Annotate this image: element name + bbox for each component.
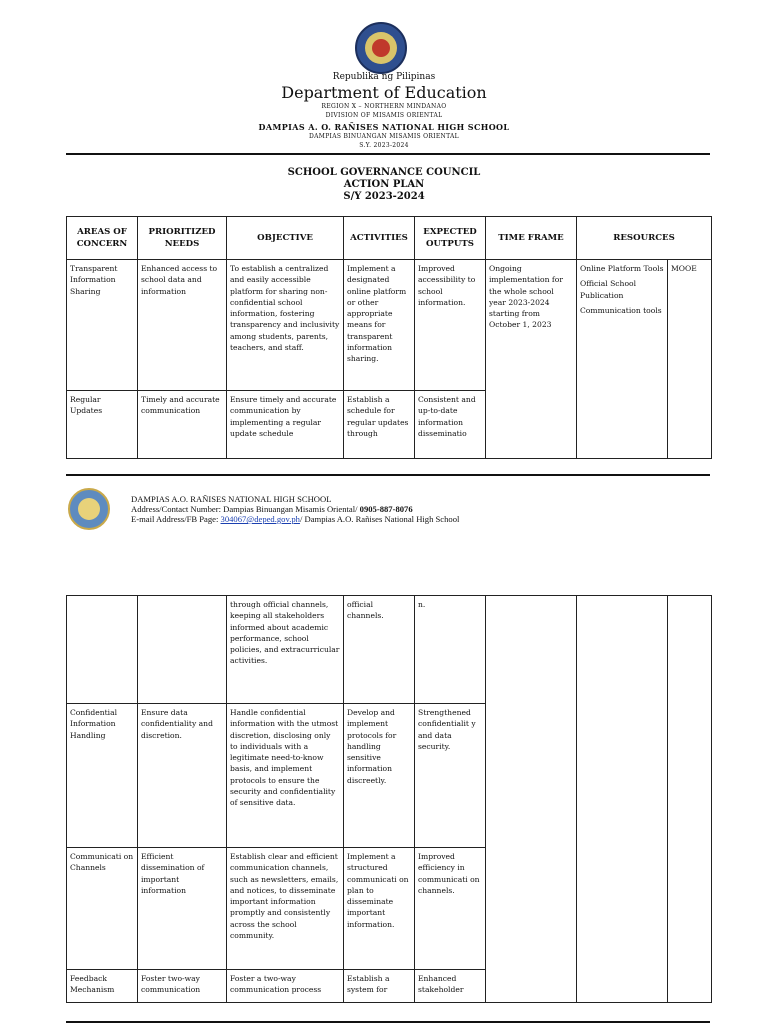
page-footer-divider (66, 474, 710, 476)
resource-item: Communication tools (580, 305, 662, 315)
region-label: REGION X – NORTHERN MINDANAO (321, 103, 447, 110)
cell-area: Confidential Information Handling (67, 704, 138, 848)
cell-objective: Foster a two-way communication process (227, 970, 344, 1003)
resource-item: Online Platform Tools (580, 264, 664, 273)
cell-area: Transparent Information Sharing (67, 260, 138, 391)
cell-objective: Establish clear and efficient communication channels, such as newsletters, emails, and notices, to disseminate important information promptly and consistently across the school community. (227, 848, 344, 970)
cell-activities: Establish a schedule for regular updates through (344, 391, 415, 459)
cell-outputs: Strengthened confidentialit y and data security. (415, 704, 486, 848)
cell-area: Regular Updates (67, 391, 138, 459)
cell-outputs: Improved accessibility to school information. (415, 260, 486, 391)
cell-needs: Timely and accurate communication (138, 391, 227, 459)
doc-title-line2: ACTION PLAN (343, 179, 425, 190)
action-plan-table-page1 (66, 216, 712, 459)
cell-objective: through official channels, keeping all stakeholders informed about academic performance, school policies, and extracurricular activities. (227, 596, 344, 704)
header-objective: OBJECTIVE (227, 217, 344, 260)
cell-activities: official channels. (344, 596, 415, 704)
table-row (67, 596, 712, 704)
republic-label: Republika ng Pilipinas (332, 72, 436, 82)
division-label: DIVISION OF MISAMIS ORIENTAL (325, 112, 443, 119)
cell-needs: Foster two-way communication (138, 970, 227, 1003)
doc-title-line1: SCHOOL GOVERNANCE COUNCIL (287, 167, 481, 178)
cell-timeframe: Ongoing implementation for the whole school year 2023-2024 starting from October 1, 2023 (486, 260, 577, 459)
doc-title-line3: S/Y 2023-2024 (343, 191, 425, 202)
table-row (67, 260, 712, 391)
footer-address-label: Address/Contact Number: Dampias Binuangan Misamis Oriental/ (131, 504, 360, 514)
deped-seal-logo (355, 22, 407, 74)
cell-objective: Ensure timely and accurate communication by implementing a regular update schedule (227, 391, 344, 459)
header-divider (66, 153, 710, 155)
cell-area: Communicati on Channels (67, 848, 138, 970)
cell-activities: Implement a designated online platform or other appropriate means for transparent information sharing. (344, 260, 415, 391)
cell-outputs: n. (415, 596, 486, 704)
footer-email-line (131, 514, 459, 524)
header-resources: RESOURCES (577, 217, 712, 260)
cell-outputs: Consistent and up-to-date information disseminatio (415, 391, 486, 459)
footer-fb-page: / Dampias A.O. Rañises National High School (299, 514, 460, 524)
cell-outputs: Improved efficiency in communicati on channels. (415, 848, 486, 970)
header-activities: ACTIVITIES (344, 217, 415, 260)
header-expected-outputs: EXPECTED OUTPUTS (415, 217, 486, 260)
school-year: S.Y. 2023-2024 (359, 142, 409, 149)
school-name: DAMPIAS A. O. RAÑISES NATIONAL HIGH SCHOOL (258, 122, 510, 132)
cell-needs: Efficient dissemination of important information (138, 848, 227, 970)
action-plan-table-page2 (66, 595, 712, 1003)
school-location: DAMPIAS BINUANGAN MISAMIS ORIENTAL (309, 133, 459, 140)
cell-activities: Implement a structured communicati on plan to disseminate important information. (344, 848, 415, 970)
cell-outputs: Enhanced stakeholder (415, 970, 486, 1003)
cell-activities: Establish a system for (344, 970, 415, 1003)
header-prioritized-needs: PRIORITIZED NEEDS (138, 217, 227, 260)
footer-phone: 0905-887-8076 (359, 504, 413, 514)
cell-fund-source: MOOE (668, 260, 712, 459)
department-title: Department of Education (281, 83, 487, 102)
cell-needs: Ensure data confidentiality and discretion. (138, 704, 227, 848)
cell-objective: To establish a centralized and easily accessible platform for sharing non-confidential school information, fostering transparency and inclusivity among students, parents, teachers, and staff. (227, 260, 344, 391)
header-areas-of-concern: AREAS OF CONCERN (67, 217, 138, 260)
cell-area: Feedback Mechanism (67, 970, 138, 1003)
school-logo (68, 488, 110, 530)
footer-address (131, 504, 413, 514)
cell-objective: Handle confidential information with the utmost discretion, disclosing only to individuals with a legitimate need-to-know basis, and implement protocols to ensure the security and confidentiality of sensitive data. (227, 704, 344, 848)
footer-school-name: DAMPIAS A.O. RAÑISES NATIONAL HIGH SCHOOL (131, 494, 332, 504)
cell-needs: Enhanced access to school data and information (138, 260, 227, 391)
cell-activities: Develop and implement protocols for handling sensitive information discreetly. (344, 704, 415, 848)
bottom-divider (66, 1021, 710, 1023)
footer-email-label: E-mail Address/FB Page: (131, 514, 221, 524)
footer-email-link[interactable]: 304067@deped.gov.ph (220, 514, 300, 524)
header-time-frame: TIME FRAME (486, 217, 577, 260)
cell-resources (577, 260, 668, 459)
resource-item: Official School Publication (580, 279, 637, 300)
